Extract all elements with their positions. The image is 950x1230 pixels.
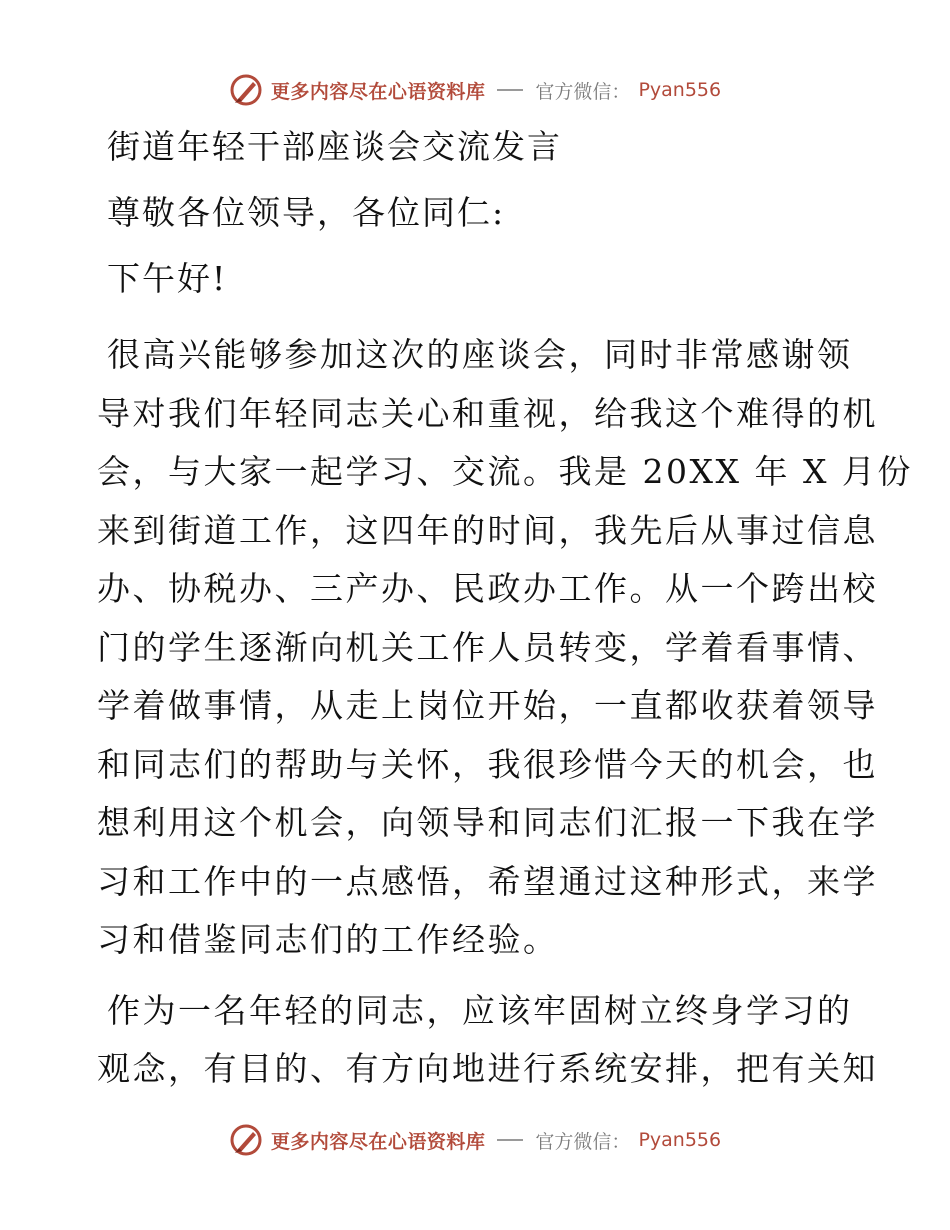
pen-logo-icon xyxy=(229,1123,263,1157)
watermark-official-label: 官方微信： xyxy=(535,1130,631,1153)
paragraph-line: 观念，有目的、有方向地进行系统安排，把有关知 xyxy=(97,1049,878,1088)
watermark-site-text: 更多内容尽在心语资料库 xyxy=(270,1130,486,1153)
pen-logo-icon xyxy=(229,73,263,107)
paragraph-line: 会，与大家一起学习、交流。我是 20XX 年 X 月份 xyxy=(97,452,913,491)
paragraph-1 xyxy=(97,326,913,970)
watermark-header xyxy=(0,70,950,110)
paragraph-2 xyxy=(97,982,878,1099)
paragraph-line: 作为一名年轻的同志，应该牢固树立终身学习的 xyxy=(107,990,853,1030)
document-body xyxy=(97,118,913,1111)
document-hello: 下午好! xyxy=(107,259,228,298)
watermark-dash xyxy=(497,1139,523,1141)
paragraph-line: 习和工作中的一点感悟，希望通过这种形式，来学 xyxy=(97,861,878,901)
watermark-official-label: 官方微信： xyxy=(535,80,631,103)
paragraph-line: 想利用这个机会，向领导和同志们汇报一下我在学 xyxy=(97,803,878,842)
document-title: 街道年轻干部座谈会交流发言 xyxy=(107,127,562,166)
watermark-wechat-id: Pyan556 xyxy=(638,1129,722,1151)
paragraph-line: 和同志们的帮助与关怀，我很珍惜今天的机会，也 xyxy=(97,744,878,784)
paragraph-line: 门的学生逐渐向机关工作人员转变，学着看事情、 xyxy=(97,627,878,667)
watermark-dash xyxy=(497,89,523,91)
paragraph-line: 导对我们年轻同志关心和重视，给我这个难得的机 xyxy=(97,393,878,433)
document-greeting: 尊敬各位领导，各位同仁: xyxy=(107,193,506,232)
watermark-site-text: 更多内容尽在心语资料库 xyxy=(270,80,486,103)
paragraph-line: 办、协税办、三产办、民政办工作。从一个跨出校 xyxy=(97,569,878,608)
watermark-footer xyxy=(0,1120,950,1160)
paragraph-line: 很高兴能够参加这次的座谈会，同时非常感谢领 xyxy=(107,335,853,374)
paragraph-line: 来到街道工作，这四年的时间，我先后从事过信息 xyxy=(97,510,878,550)
paragraph-line: 习和借鉴同志们的工作经验。 xyxy=(97,920,559,959)
paragraph-line: 学着做事情，从走上岗位开始，一直都收获着领导 xyxy=(97,686,878,725)
watermark-wechat-id: Pyan556 xyxy=(638,79,722,101)
